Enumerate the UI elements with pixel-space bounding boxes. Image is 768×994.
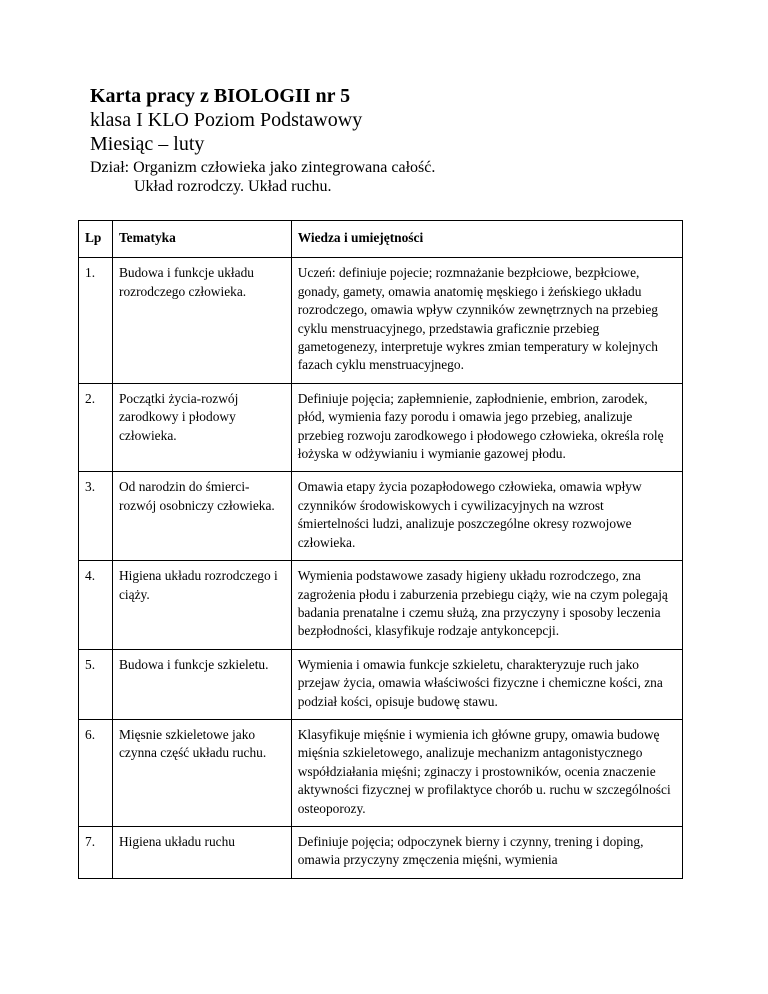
curriculum-table	[78, 220, 683, 879]
table-row	[79, 561, 683, 650]
row-skills: Definiuje pojęcia; odpoczynek bierny i czynny, trening i doping, omawia przyczyny zmęczenia mięśni, wymienia	[291, 826, 682, 878]
header-skills: Wiedza i umiejętności	[291, 221, 682, 258]
row-skills: Wymienia podstawowe zasady higieny układu rozrodczego, zna zagrożenia płodu i zaburzenia przebiegu ciąży, wie na czym polegają badania prenatalne i czemu służą, zna przyczyny i sposoby leczenia bezpłodności, klasyfikuje rodzaje antykoncepcji.	[291, 561, 682, 650]
table-row	[79, 826, 683, 878]
section-subline: Układ rozrodczy. Układ ruchu.	[134, 178, 332, 195]
table-row	[79, 383, 683, 472]
row-number: 1.	[79, 258, 113, 383]
section-line: Dział: Organizm człowieka jako zintegrowana całość.	[90, 159, 436, 176]
header-topic: Tematyka	[112, 221, 291, 258]
row-number: 2.	[79, 383, 113, 472]
table-row	[79, 472, 683, 561]
table-row	[79, 258, 683, 383]
row-number: 3.	[79, 472, 113, 561]
row-skills: Definiuje pojęcia; zapłemnienie, zapłodnienie, embrion, zarodek, płód, wymienia fazy porodu i omawia jego przebieg, analizuje przebieg rozwoju zarodkowego i płodowego człowieka, określa rolę łożyska w odżywianiu i wymianie gazowej płodu.	[291, 383, 682, 472]
row-number: 7.	[79, 826, 113, 878]
table-header-row	[79, 221, 683, 258]
row-skills: Klasyfikuje mięśnie i wymienia ich główne grupy, omawia budowę mięśnia szkieletowego, analizuje mechanizm antagonistycznego współdziałania mięśni; zginaczy i prostowników, ocenia znaczenie aktywności fizycznej w profilaktyce chorób u. ruchu w szczególności osteoporozy.	[291, 719, 682, 826]
class-level-line: klasa I KLO Poziom Podstawowy	[90, 109, 363, 131]
table-row	[79, 719, 683, 826]
month-line: Miesiąc – luty	[90, 133, 205, 155]
row-skills: Uczeń: definiuje pojecie; rozmnażanie bezpłciowe, bezpłciowe, gonady, gamety, omawia anatomię męskiego i żeńskiego układu rozrodczego, omawia wpływ czynników zewnętrznych na przebieg cyklu menstruacyjnego, przedstawia graficznie przebieg gametogenezy, interpretuje wykres zmian temperatury w kolejnych fazach cyklu menstruacyjnego.	[291, 258, 682, 383]
row-number: 4.	[79, 561, 113, 650]
row-topic: Od narodzin do śmierci-rozwój osobniczy człowieka.	[112, 472, 291, 561]
document-header	[90, 84, 710, 196]
row-skills: Omawia etapy życia pozapłodowego człowieka, omawia wpływ czynników środowiskowych i cywilizacyjnych na wzrost śmiertelności ludzi, analizuje poszczególne okresy rozwojowe człowieka.	[291, 472, 682, 561]
row-topic: Budowa i funkcje szkieletu.	[112, 649, 291, 719]
row-topic: Higiena układu ruchu	[112, 826, 291, 878]
row-topic: Budowa i funkcje układu rozrodczego człowieka.	[112, 258, 291, 383]
row-topic: Początki życia-rozwój zarodkowy i płodowy człowieka.	[112, 383, 291, 472]
row-number: 5.	[79, 649, 113, 719]
table-row	[79, 649, 683, 719]
row-skills: Wymienia i omawia funkcje szkieletu, charakteryzuje ruch jako przejaw życia, omawia właściwości fizyczne i chemiczne kości, zna podział kości, opisuje budowę stawu.	[291, 649, 682, 719]
row-number: 6.	[79, 719, 113, 826]
row-topic: Mięsnie szkieletowe jako czynna część układu ruchu.	[112, 719, 291, 826]
document-title: Karta pracy z BIOLOGII nr 5	[90, 85, 351, 107]
row-topic: Higiena układu rozrodczego i ciąży.	[112, 561, 291, 650]
header-lp: Lp	[79, 221, 113, 258]
